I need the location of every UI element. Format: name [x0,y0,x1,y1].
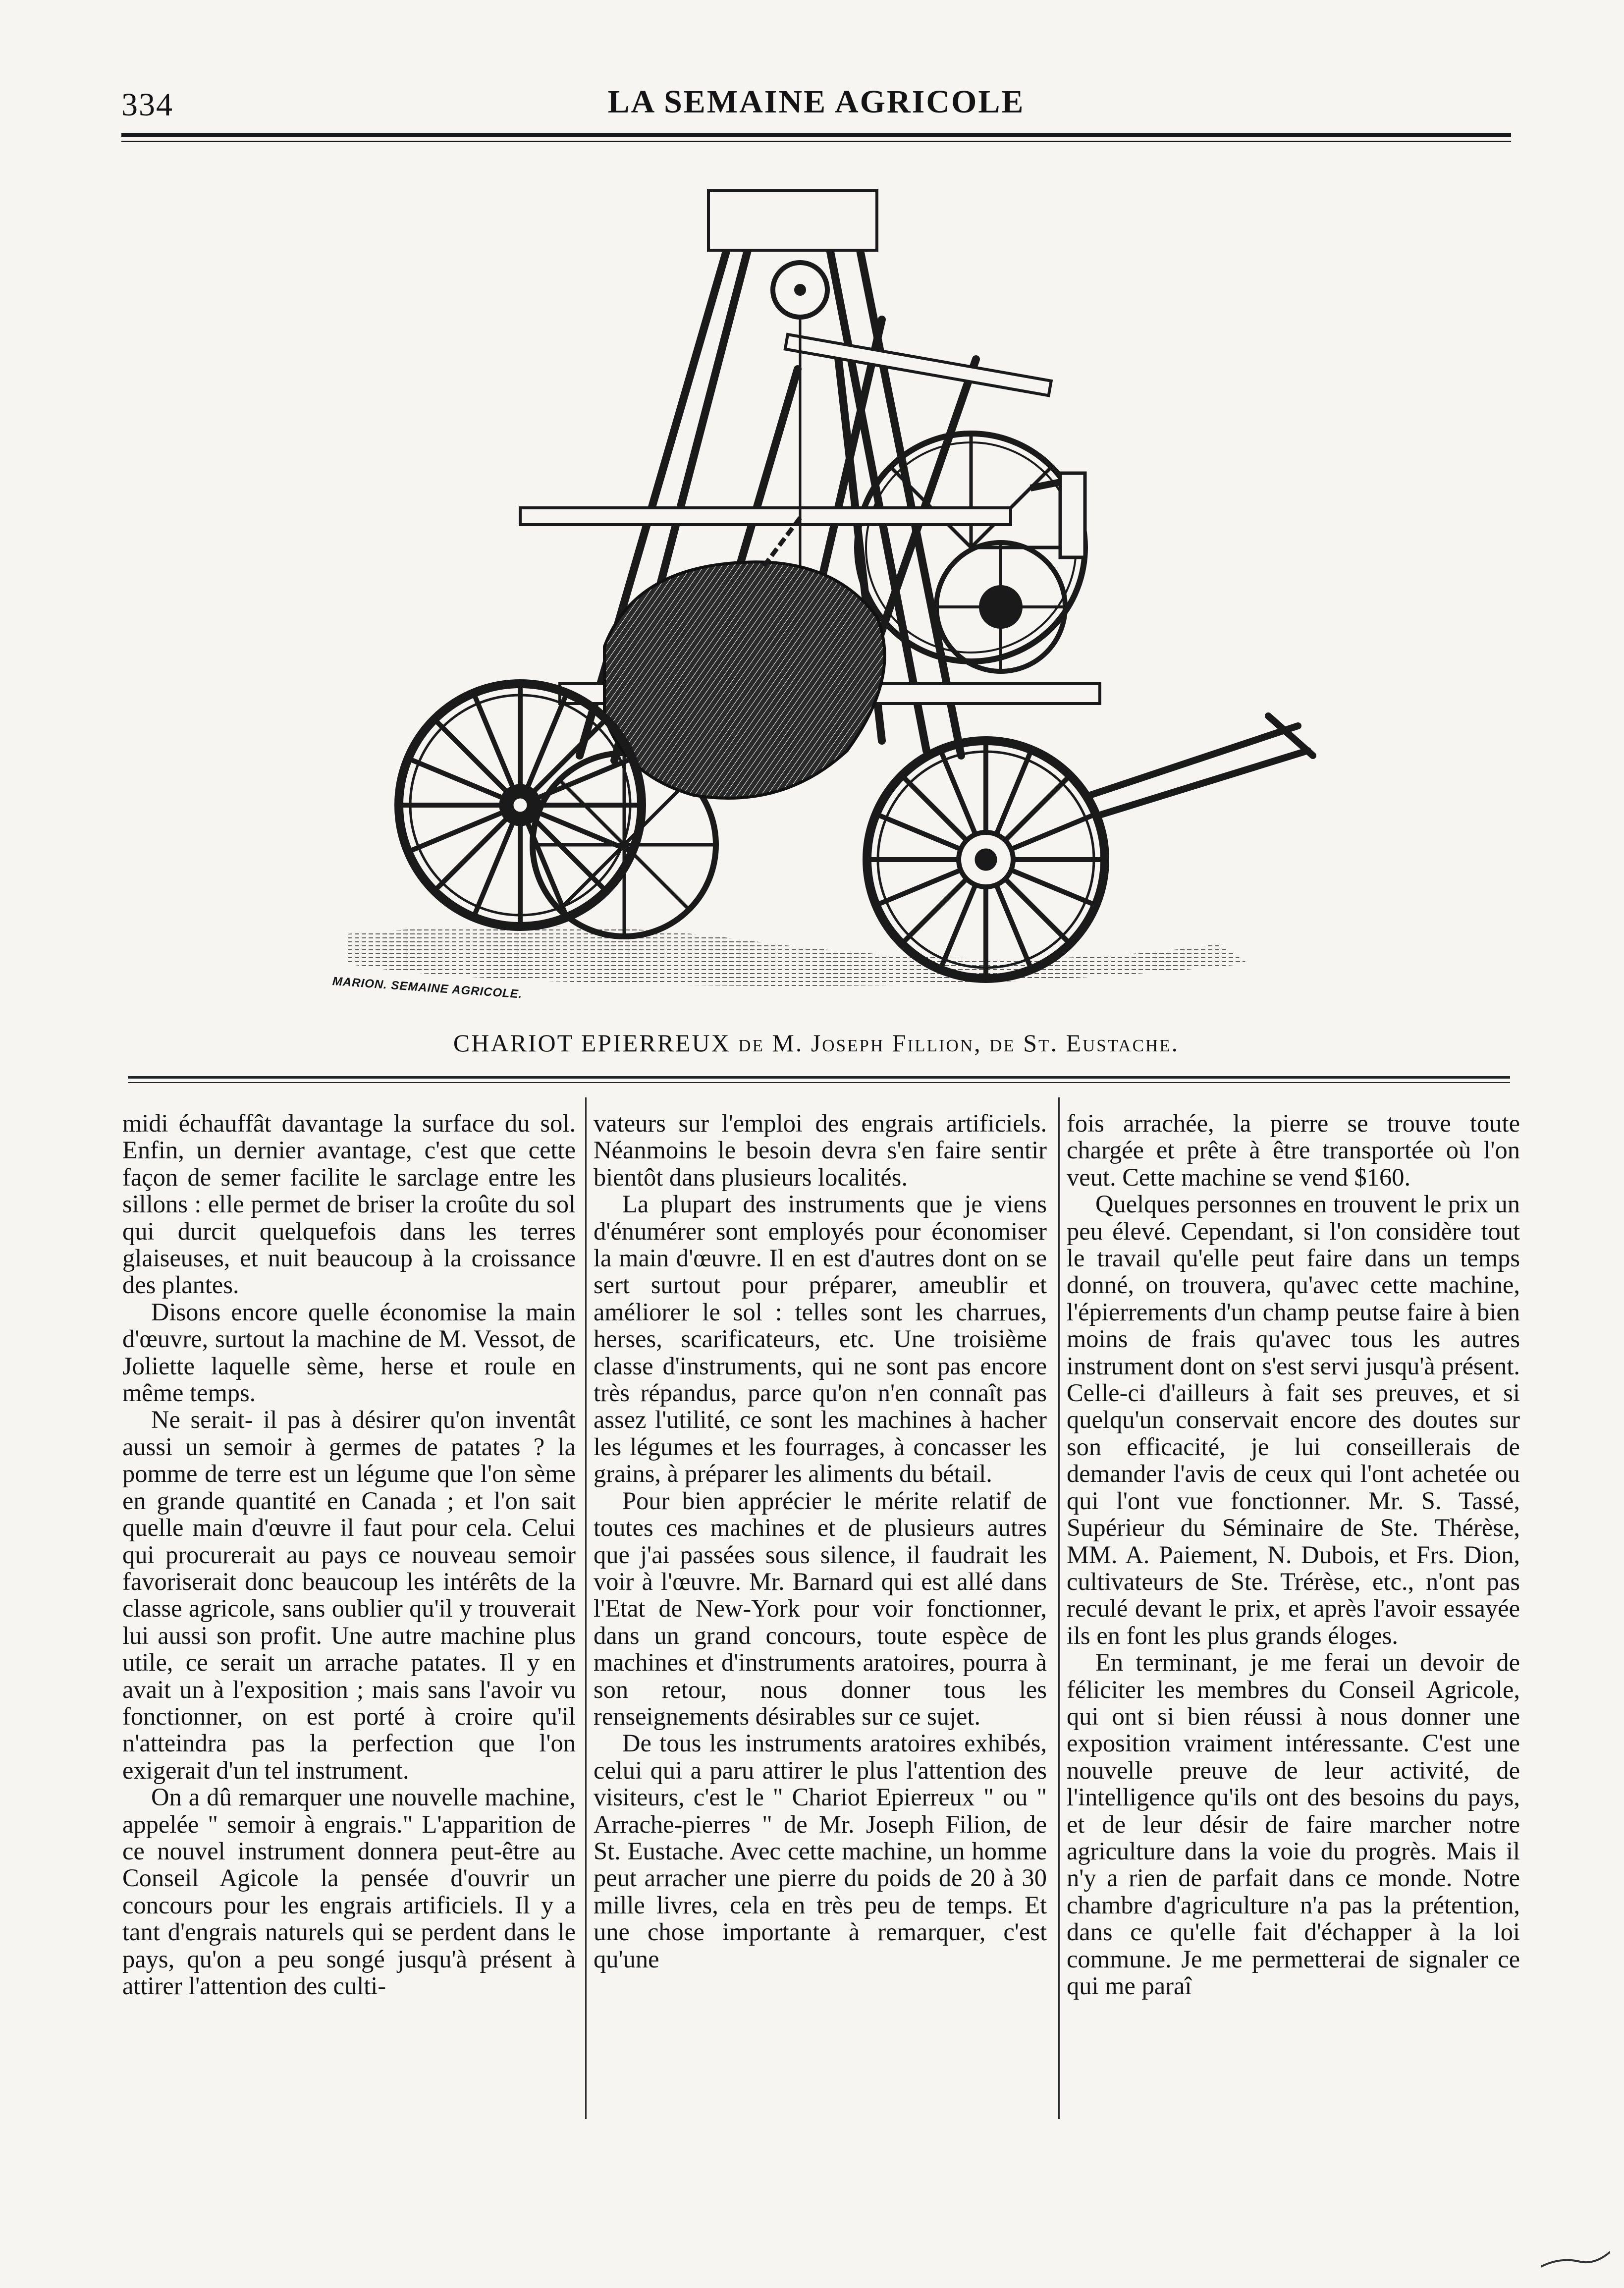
caption-title: CHARIOT EPIERREUX [453,1029,731,1057]
header-rule [121,133,1511,137]
figure-caption [121,1029,1511,1057]
article-column-1 [122,1110,576,1999]
paragraph: On a dû remarquer une nouvelle machine, appelée " semoir à engrais." L'apparition de ce nouvel instrument donnera peut-être au Conseil Agicole la pensée d'ouvrir un concours pour les engrais artificiels. Il y a tant d'engrais naturels qui se perdent dans le pays, qu'on a peu songé jusqu'à présent à attirer l'attention des culti- [122,1783,576,2000]
column-divider [585,1097,587,2119]
article-column-3 [1067,1110,1520,1999]
column-divider [1058,1097,1060,2119]
paragraph: Disons encore quelle économise la main d'œuvre, surtout la machine de M. Vessot, de Joliette laquelle sème, herse et roule en même temps. [122,1298,576,1407]
scan-smudge [1541,2242,1610,2272]
chariot-engraving-image [327,171,1333,1003]
running-title: LA SEMAINE AGRICOLE [607,84,1025,120]
paragraph: En terminant, je me ferai un devoir de féliciter les membres du Conseil Agricole, qui ont si bien réussi à nous donner une exposition vraiment intéressante. C'est une nouvelle preuve de leur activité, de l'intelligence qu'ils ont des besoins du pays, et de leur désir de faire marcher notre agriculture dans la voie du progrès. Mais il n'y a rien de parfait dans ce monde. Notre chambre d'agriculture n'a pas la prétention, dans ce qu'elle fait d'échapper à la loi commune. Je me permetterai de signaler ce qui me paraî [1067,1648,1520,2000]
paragraph: Pour bien apprécier le mérite relatif de toutes ces machines et de plusieurs autres que j'ai passées sous silence, il faudrait les voir à l'œuvre. Mr. Barnard qui est allé dans l'Etat de New-York pour voir fonctionner, dans un grand concours, toute espèce de machines et d'instruments aratoires, pourra à son retour, nous donner tous les renseignements désirables sur ce sujet. [594,1486,1047,1730]
paragraph: De tous les instruments aratoires exhibés, celui qui a paru attirer le plus l'attention des visiteurs, c'est le " Chariot Epierreux " ou " Arrache-pierres " de Mr. Joseph Filion, de St. Eustache. Avec cette machine, un homme peut arracher une pierre du poids de 20 à 30 mille livres, cela en très peu de temps. Et une chose importante à remarquer, c'est qu'une [594,1729,1047,1973]
paragraph: vateurs sur l'emploi des engrais artificiels. Néanmoins le besoin devra s'en faire sentir bientôt dans plusieurs localités. [594,1109,1047,1191]
paragraph: Quelques personnes en trouvent le prix un peu élevé. Cependant, si l'on considère tout le travail qu'elle peut faire dans un temps donné, on trouvera, qu'avec cette machine, l'épierrements d'un champ peutse faire à bien moins de frais qu'avec tous les autres instrument dont on s'est servi jusqu'à présent. Celle-ci d'ailleurs à fait ses preuves, et si quelqu'un conservait encore des doutes sur son efficacité, je lui conseillerais de demander l'avis de ceux qui l'ont achetée ou qui l'ont vue fonctionner. Mr. S. Tassé, Supérieur du Séminaire de Ste. Thérèse, MM. A. Paiement, N. Dubois, et Frs. Dion, cultivateurs de Ste. Trérèse, etc., n'ont pas reculé devant le prix, et après l'avoir essayée ils en font les plus grands éloges. [1067,1190,1520,1649]
paragraph: fois arrachée, la pierre se trouve toute chargée et prête à être transportée où l'on veut. Cette machine se vend $160. [1067,1109,1520,1191]
caption-rule-thin [128,1082,1510,1083]
header-rule-thin [121,141,1511,142]
engraver-credit: MARION. SEMAINE AGRICOLE. [332,975,523,1001]
page-header [121,83,1511,133]
paragraph: La plupart des instruments que je viens d'énumérer sont employés pour économiser la main d'œuvre. Il en est d'autres dont on se sert surtout pour préparer, ameublir et améliorer le sol : telles sont les charrues, herses, scarificateurs, etc. Une troisième classe d'instruments, qui ne sont pas encore très répandus, parce qu'on n'en connaît pas assez l'utilité, ce sont les machines à hacher les légumes et les fourrages, à concasser les grains, à préparer les aliments du bétail. [594,1190,1047,1488]
page-number: 334 [121,87,173,123]
caption-rule [128,1076,1510,1079]
article-column-2 [594,1110,1047,1972]
engraving-chariot-epierreux [327,171,1333,1003]
paragraph: Ne serait- il pas à désirer qu'on inventât aussi un semoir à germes de patates ? la pomme de terre est un légume que l'on sème en grande quantité en Canada ; et l'on sait quelle main d'œuvre il faut pour cela. Celui qui procurerait au pays ce nouveau semoir favoriserait donc beaucoup les intérêts de la classe agricole, sans oublier qu'il y trouverait lui aussi son profit. Une autre machine plus utile, ce serait un arrache patates. Il y en avait un à l'exposition ; mais sans l'avoir vu fonctionner, on est porté à croire qu'il n'atteindra pas la perfection que l'on exigerait d'un tel instrument. [122,1406,576,1784]
paragraph: midi échauffât davantage la surface du sol. Enfin, un dernier avantage, c'est que cette façon de semer facilite le sarclage entre les sillons : elle permet de briser la croûte du sol qui durcit quelquefois dans les terres glaiseuses, et nuit beaucoup à la croissance des plantes. [122,1109,576,1299]
caption-attribution: de M. Joseph Fillion, de St. Eustache. [738,1029,1180,1057]
